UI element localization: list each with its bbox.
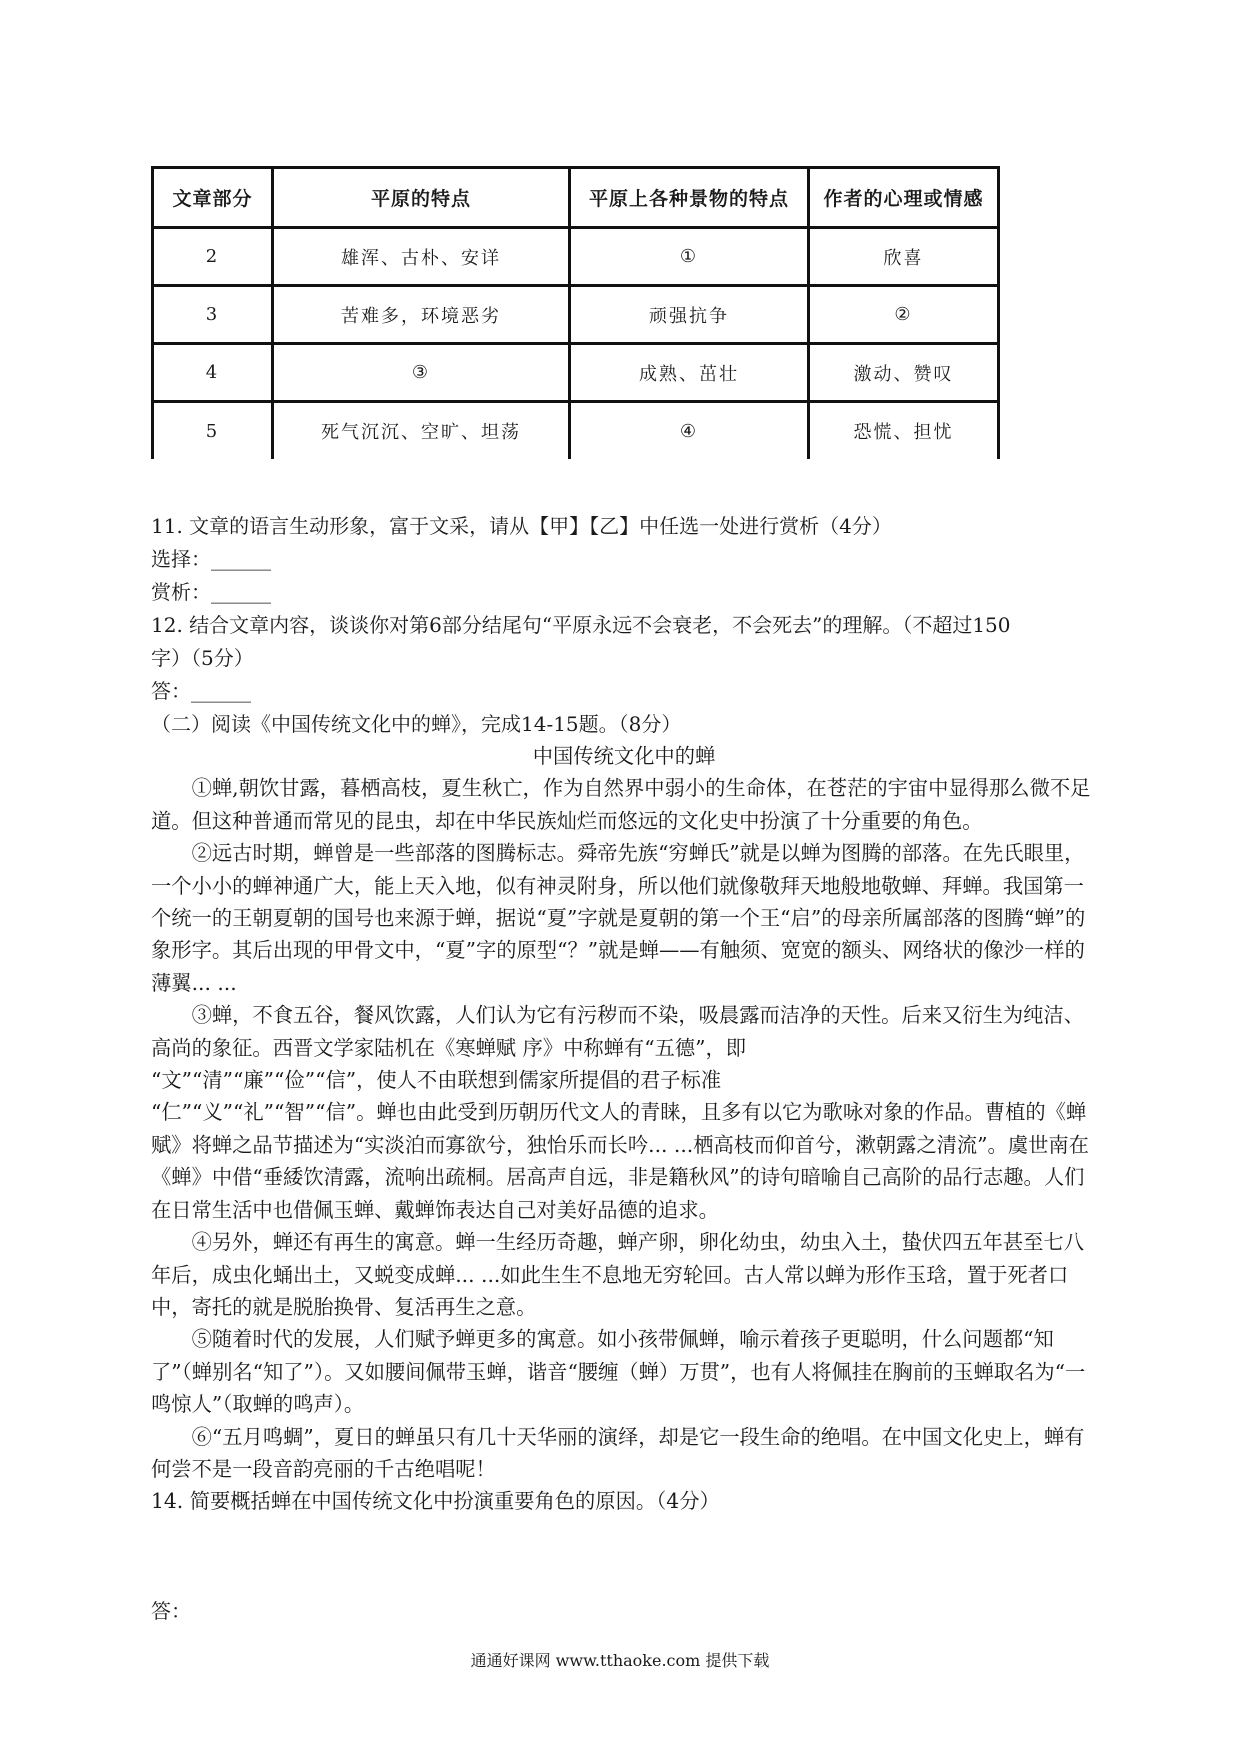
article-title: 中国传统文化中的蝉 <box>532 744 716 768</box>
section-intro: （二）阅读《中国传统文化中的蝉》，完成14-15题。（8分） <box>151 712 682 736</box>
page-footer: 通通好课网 www.tthaoke.com 提供下载 <box>470 1651 770 1670</box>
table-cell: 2 <box>153 228 273 286</box>
table-header-cell: 平原上各种景物的特点 <box>570 168 809 228</box>
table-row <box>153 228 999 286</box>
table-cell: 死气沉沉、空旷、坦荡 <box>273 402 570 460</box>
question-12: 12. 结合文章内容，谈谈你对第6部分结尾句“平原永远不会衰老，不会死去”的理解。（不超过150 <box>151 613 1011 637</box>
article-paragraph-line: “仁”“义”“礼”“智”“信”。蝉也由此受到历朝历代文人的青睐，且多有以它为歌咏对象的作品。曹植的《蝉赋》将蝉之品节描述为“实淡泊而寡欲兮，独怡乐而长吟... ...栖高枝而仰首兮，漱朝露之清流”。虞世南在《蝉》中借“垂緌饮清露，流响出疏桐。居高声自远，非是籍秋风”的诗句暗喻自己高阶的品行志趣。人们在日常生活中也借佩玉蝉、戴蝉饰表达自己对美好品德的追求。 <box>151 1100 1089 1222</box>
table-header-cell: 文章部分 <box>153 168 273 228</box>
table-cell: 3 <box>153 286 273 344</box>
answer-line: 答：______ <box>151 679 251 703</box>
table-cell: ③ <box>273 344 570 402</box>
table-cell: ② <box>809 286 999 344</box>
table-cell: 顽强抗争 <box>570 286 809 344</box>
table-cell: 4 <box>153 344 273 402</box>
question-12-cont: 字）（5分） <box>151 646 254 670</box>
table-cell: ① <box>570 228 809 286</box>
answer-line: 答： <box>151 1599 191 1623</box>
table-header-row <box>153 168 999 228</box>
article-paragraph: ①蝉,朝饮甘露，暮栖高枝，夏生秋亡，作为自然界中弱小的生命体，在苍茫的宇宙中显得那么微不足道。但这种普通而常见的昆虫，却在中华民族灿烂而悠远的文化史中扮演了十分重要的角色。 <box>151 776 1091 833</box>
article <box>151 740 1097 1518</box>
article-paragraph: ⑥“五月鸣蜩”，夏日的蝉虽只有几十天华丽的演绎，却是它一段生命的绝唱。在中国文化史上，蝉有何尝不是一段音韵亮丽的千古绝唱呢！ <box>151 1424 1085 1481</box>
table-cell: 激动、赞叹 <box>809 344 999 402</box>
table-row <box>153 344 999 402</box>
appreciate-answer-line: 赏析：______ <box>151 580 271 604</box>
answer-table <box>151 166 1000 459</box>
table-cell: 成熟、茁壮 <box>570 344 809 402</box>
table-cell: ④ <box>570 402 809 460</box>
table-cell: 苦难多，环境恶劣 <box>273 286 570 344</box>
table-cell: 5 <box>153 402 273 460</box>
table-cell: 雄浑、古朴、安详 <box>273 228 570 286</box>
table-row <box>153 286 999 344</box>
table-cell: 恐慌、担忧 <box>809 402 999 460</box>
question-14: 14. 简要概括蝉在中国传统文化中扮演重要角色的原因。（4分） <box>151 1489 720 1514</box>
article-paragraph: ②远古时期，蝉曾是一些部落的图腾标志。舜帝先族“穷蝉氏”就是以蝉为图腾的部落。在先氏眼里，一个小小的蝉神通广大，能上天入地，似有神灵附身，所以他们就像敬拜天地般地敬蝉、拜蝉。我国第一个统一的王朝夏朝的国号也来源于蝉，据说“夏”字就是夏朝的第一个王“启”的母亲所属部落的图腾“蝉”的象形字。其后出现的甲骨文中，“夏”字的原型“？”就是蝉——有触须、宽宽的额头、网络状的像沙一样的薄翼... ... <box>151 841 1086 995</box>
table-row <box>153 402 999 460</box>
table-header-cell: 作者的心理或情感 <box>809 168 999 228</box>
table-cell: 欣喜 <box>809 228 999 286</box>
choose-answer-line: 选择：______ <box>151 547 271 571</box>
article-paragraph: ⑤随着时代的发展，人们赋予蝉更多的寓意。如小孩带佩蝉，喻示着孩子更聪明，什么问题都“知了”（蝉别名“知了”）。又如腰间佩带玉蝉，谐音“腰缠（蝉）万贯”，也有人将佩挂在胸前的玉蝉取名为“一鸣惊人”（取蝉的鸣声）。 <box>151 1327 1086 1417</box>
article-paragraph: ④另外，蝉还有再生的寓意。蝉一生经历奇趣，蝉产卵，卵化幼虫，幼虫入土，蛰伏四五年甚至七八年后，成虫化蛹出土，又蜕变成蝉... ...如此生生不息地无穷轮回。古人常以蝉为形作玉琀，置于死者口中，寄托的就是脱胎换骨、复活再生之意。 <box>151 1230 1084 1319</box>
article-paragraph-line: “文”“清”“廉”“俭”“信”，使人不由联想到儒家所提倡的君子标准 <box>151 1068 722 1093</box>
table-header-cell: 平原的特点 <box>273 168 570 228</box>
question-11: 11. 文章的语言生动形象，富于文采，请从【甲】【乙】中任选一处进行赏析（4分） <box>151 514 892 538</box>
article-paragraph: ③蝉，不食五谷，餐风饮露，人们认为它有污秽而不染，吸晨露而洁净的天性。后来又衍生为纯洁、高尚的象征。西晋文学家陆机在《寒蝉赋 序》中称蝉有“五德”，即 <box>151 1003 1084 1060</box>
